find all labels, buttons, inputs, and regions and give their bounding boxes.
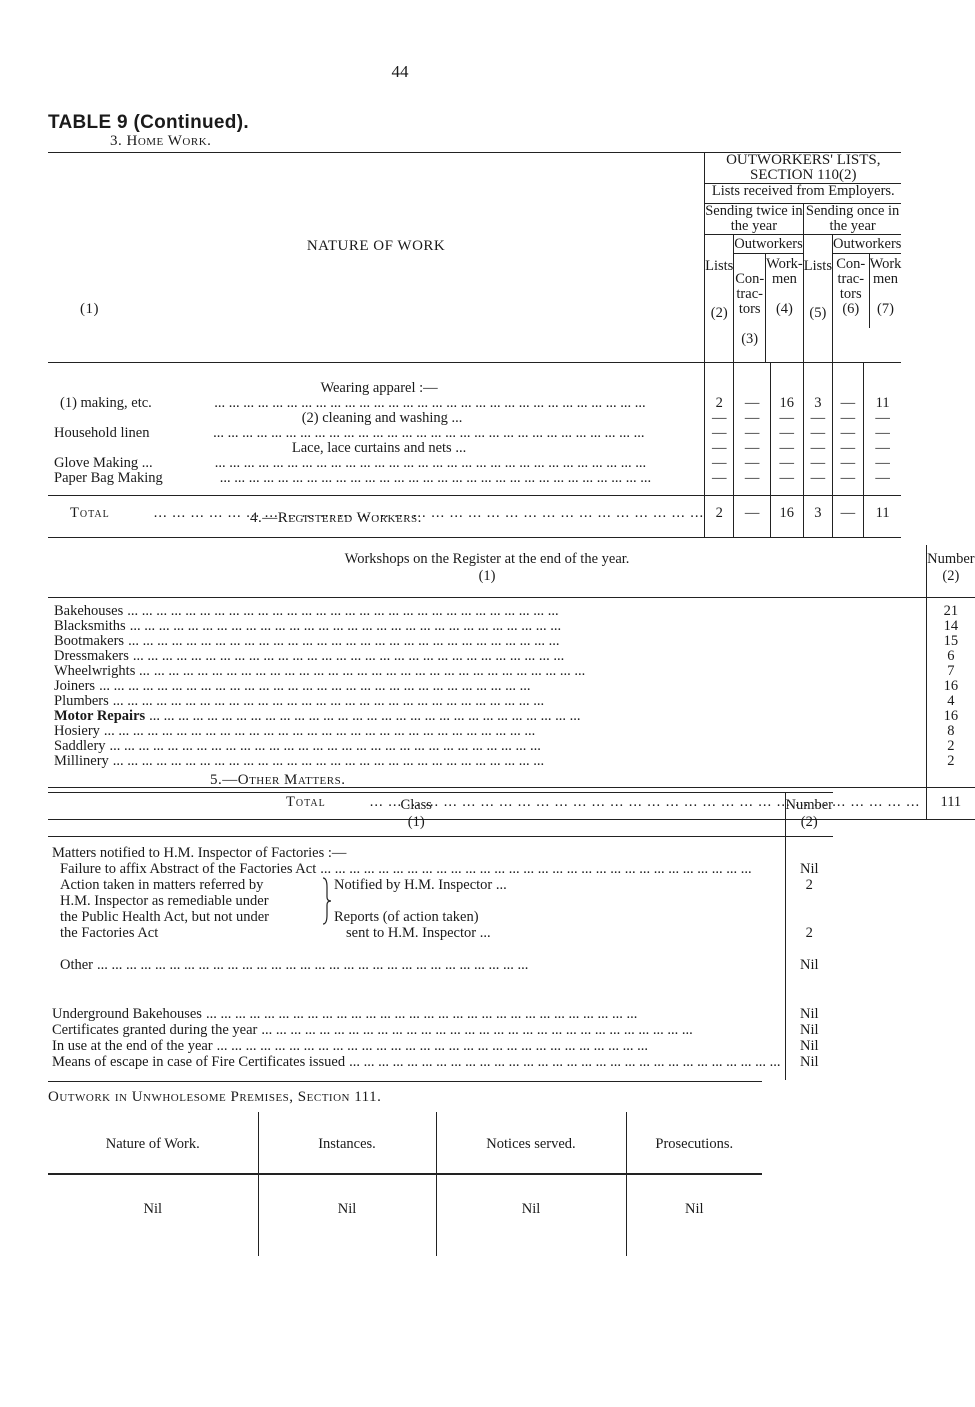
cell: —: [744, 425, 760, 441]
outwork-table: [48, 1112, 762, 1256]
list-item: Hosiery: [54, 722, 100, 739]
workmen-header: Work- men: [766, 256, 803, 287]
contractors-header-2: Con- trac- tors: [836, 256, 866, 302]
cell: —: [744, 395, 760, 411]
cell: 6: [947, 647, 955, 664]
col-num-3: (3): [741, 331, 759, 347]
list-item: Means of escape in case of Fire Certificates issued: [52, 1053, 346, 1070]
col-num-5: (5): [809, 305, 827, 321]
total-cell: 11: [863, 496, 901, 538]
other-label: Other: [60, 957, 94, 973]
outwork-title: Outwork in Unwholesome Premises, Section 111.: [48, 1089, 382, 1105]
cell: 8: [947, 722, 955, 739]
list-item: Saddlery: [54, 737, 106, 754]
header-instances: Instances.: [258, 1112, 436, 1174]
cell: —: [711, 440, 727, 456]
workshops-header: Workshops on the Register at the end of the year.: [344, 551, 630, 567]
cell: 7: [947, 662, 955, 679]
cell: 16: [779, 395, 795, 411]
col-num-6: (6): [842, 301, 860, 317]
work-men-header: Work men: [869, 256, 902, 287]
class-header: Class: [400, 797, 432, 813]
cell: —: [744, 470, 760, 486]
cell: Nil: [436, 1174, 626, 1256]
cell: 14: [943, 617, 959, 634]
page-number: 44: [391, 62, 409, 81]
cell: —: [810, 425, 826, 441]
row-label: Glove Making ...: [54, 455, 153, 471]
total-cell: 111: [927, 787, 975, 819]
lists-header: Lists: [705, 258, 734, 274]
cell: —: [875, 425, 890, 441]
cell: —: [744, 440, 760, 456]
cell: Nil: [799, 1005, 819, 1022]
col-num-1: (1): [407, 814, 425, 830]
col-num-1: (1): [478, 568, 496, 584]
cell: —: [840, 440, 856, 456]
workshop-list: [54, 604, 920, 769]
list-item: Motor Repairs: [54, 707, 146, 724]
cell: —: [744, 455, 760, 471]
section-4-title: 4.—Registered Workers.: [250, 510, 422, 526]
cell: Nil: [799, 1021, 819, 1038]
cell: —: [779, 410, 795, 426]
cell: 3: [814, 395, 822, 411]
list-item: Certificates granted during the year: [52, 1021, 258, 1038]
list-item: Joiners: [54, 677, 96, 694]
cell: 21: [943, 602, 959, 619]
cell: —: [875, 470, 890, 486]
contractors-header: Con- trac- tors: [735, 271, 765, 317]
cell: —: [779, 440, 795, 456]
row-label: (1) making, etc.: [60, 395, 152, 411]
cell: Nil: [799, 1053, 819, 1070]
list-item: Underground Bakehouses: [52, 1005, 202, 1022]
total-label: Total: [70, 505, 110, 521]
cell: —: [711, 410, 727, 426]
sending-twice-header: Sending twice in the year: [705, 203, 803, 234]
reports-value: 2: [805, 925, 813, 941]
list-item: Plumbers: [54, 692, 109, 709]
section-3-title: 3. Home Work.: [110, 133, 212, 149]
total-label: Total: [286, 793, 326, 810]
cell: Nil: [258, 1174, 436, 1256]
other-value: Nil: [799, 957, 819, 973]
registered-workers-table: [48, 545, 975, 820]
col-num-4: (4): [775, 301, 793, 317]
notified-label: Notified by H.M. Inspector ...: [334, 877, 507, 893]
other-matters-table: [48, 792, 833, 1080]
cell: —: [810, 455, 826, 471]
action-line: the Public Health Act, but not under: [60, 909, 270, 925]
cell: 2: [947, 737, 955, 754]
cell: —: [875, 440, 890, 456]
cell: —: [711, 455, 727, 471]
section-5-title: 5.—Other Matters.: [210, 772, 346, 788]
cell: —: [840, 395, 856, 411]
col-num-7: (7): [877, 301, 894, 317]
cell: —: [711, 425, 727, 441]
total-cell: 16: [770, 496, 803, 538]
row-labels: [54, 381, 704, 486]
reports-line: sent to H.M. Inspector ...: [346, 925, 491, 941]
brace: [322, 877, 332, 941]
action-line: the Factories Act: [60, 925, 159, 941]
list-item: Bakehouses: [54, 602, 124, 619]
total-cell: —: [832, 496, 863, 538]
cell: —: [840, 470, 856, 486]
list-item: Blacksmiths: [54, 617, 126, 634]
row-label: Household linen: [54, 425, 150, 441]
outworkers-header: OUTWORKERS' LISTS, SECTION 110(2): [705, 153, 902, 184]
outworkers-subheader: Outworkers: [734, 236, 803, 252]
outworkers-subheader-2: Outworkers: [832, 236, 902, 252]
lists-received-header: Lists received from Employers.: [705, 184, 902, 204]
cell: Nil: [626, 1174, 762, 1256]
row-label: Wearing apparel :—: [320, 380, 438, 396]
row-label: Paper Bag Making: [54, 470, 163, 486]
total-cell: 3: [803, 496, 832, 538]
cell: 16: [943, 707, 959, 724]
cell: 15: [943, 632, 959, 649]
col-num-2: (2): [710, 305, 728, 321]
cell: Nil: [48, 1174, 258, 1256]
list-item: Millinery: [54, 752, 109, 769]
cell: —: [810, 470, 826, 486]
failure-value: Nil: [799, 861, 819, 877]
cell: 2: [947, 752, 955, 769]
cell: —: [711, 470, 727, 486]
cell: —: [840, 455, 856, 471]
col-num-2: (2): [942, 568, 960, 584]
cell: 16: [943, 677, 959, 694]
col-num-1: (1): [80, 301, 99, 317]
cell: —: [875, 455, 890, 471]
row-label: Lace, lace curtains and nets ...: [291, 440, 467, 456]
list-item: Dressmakers: [54, 647, 129, 664]
failure-label: Failure to affix Abstract of the Factories Act: [60, 861, 317, 877]
cell: 11: [875, 395, 890, 411]
action-line: Action taken in matters referred by: [60, 877, 264, 893]
cell: —: [810, 440, 826, 456]
row-label: (2) cleaning and washing ...: [301, 410, 463, 426]
cell: —: [744, 410, 760, 426]
nature-of-work-header: NATURE OF WORK: [306, 238, 446, 254]
home-work-table: [48, 152, 901, 538]
sending-once-header: Sending once in the year: [803, 204, 901, 235]
reports-line: Reports (of action taken): [334, 909, 479, 925]
total-cell: —: [734, 496, 771, 538]
col-num-2: (2): [800, 814, 818, 830]
number-header: Number: [927, 551, 975, 567]
matters-heading: Matters notified to H.M. Inspector of Factories :—: [52, 845, 347, 861]
cell: —: [779, 470, 795, 486]
total-cell: 2: [705, 496, 734, 538]
cell: Nil: [799, 1037, 819, 1054]
cell: 2: [715, 395, 723, 411]
table-title: TABLE 9 (Continued).: [48, 112, 249, 133]
number-header: Number: [785, 797, 834, 813]
list-item: Bootmakers: [54, 632, 125, 649]
cell: 4: [947, 692, 955, 709]
cell: —: [810, 410, 826, 426]
cell: —: [779, 455, 795, 471]
list-item: In use at the end of the year: [52, 1037, 213, 1054]
header-notices-served: Notices served.: [436, 1112, 626, 1174]
notified-value: 2: [805, 877, 813, 893]
cell: —: [875, 410, 890, 426]
cell: —: [840, 425, 856, 441]
list-item: Wheelwrights ...: [54, 662, 150, 679]
cell: —: [840, 410, 856, 426]
action-line: H.M. Inspector as remediable under: [60, 893, 269, 909]
cell: —: [779, 425, 795, 441]
lists-header-2: Lists: [803, 258, 832, 274]
header-prosecutions: Prosecutions.: [626, 1112, 762, 1174]
header-nature-of-work: Nature of Work.: [48, 1112, 258, 1174]
